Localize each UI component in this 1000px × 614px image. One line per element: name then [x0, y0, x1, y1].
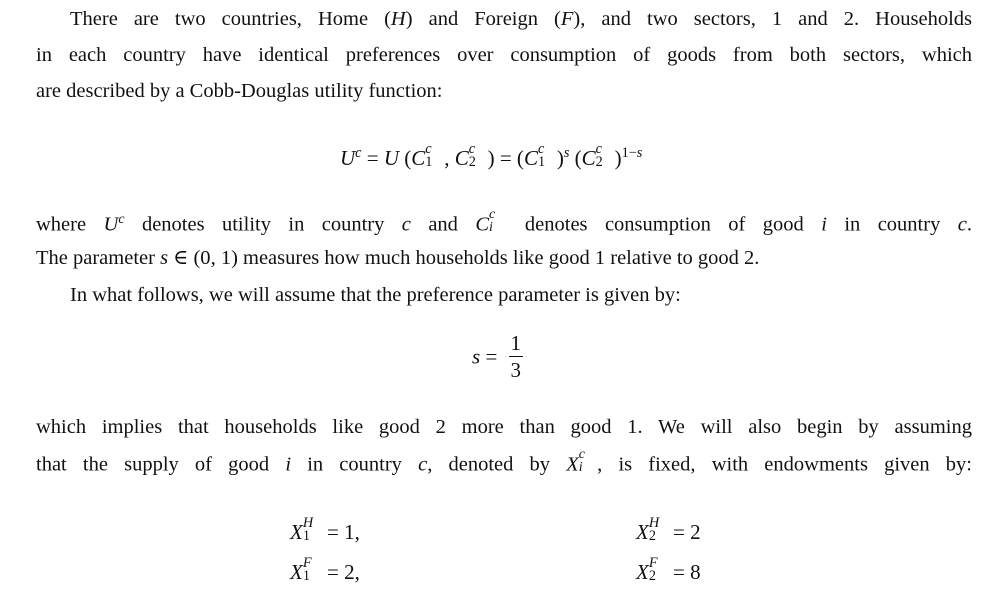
paragraph2-line1: where $U^c$ denotes utility in country c and C c i denotes consumption of good i in country c.	[36, 207, 972, 236]
endowment-home-good2: X H 2 = 2	[636, 515, 701, 544]
paragraph1-line3: are described by a Cobb-Douglas utility function:	[36, 80, 443, 102]
utility-equation: $U^c = U$ (C c 1 , C c 2 ) = (C c 1 )$^s$ (C c 2 )$^{1-s}$	[340, 141, 643, 170]
fraction-numerator: 1	[510, 331, 522, 355]
fraction-denominator: 3	[510, 358, 522, 382]
endowment-home-good1: X H 1 = 1,	[290, 515, 360, 544]
paragraph2-line2: The parameter s ∈ (0, 1) measures how much households like good 1 relative to good 2.	[36, 247, 760, 269]
endowment-foreign-good2: X F 2 = 8	[636, 555, 701, 584]
paragraph1-line1: There are two countries, Home (H) and Foreign (F), and two sectors, 1 and 2. Households	[70, 8, 972, 30]
plain-text-copies	[0, 0, 1, 1]
preference-equation: s = $\frac{1}{3}$	[472, 331, 522, 382]
fraction	[509, 330, 524, 383]
paragraph2-line3: In what follows, we will assume that the preference parameter is given by:	[70, 284, 681, 306]
paragraph1-line2: in each country have identical preferences over consumption of goods from both sectors, which	[36, 44, 972, 66]
paragraph3-line1: which implies that households like good 2 more than good 1. We will also begin by assuming	[36, 416, 972, 438]
paragraph3-line2: that the supply of good i in country c, denoted by X c i , is fixed, with endowments given by:	[36, 447, 972, 476]
endowment-foreign-good1: X F 1 = 2,	[290, 555, 360, 584]
